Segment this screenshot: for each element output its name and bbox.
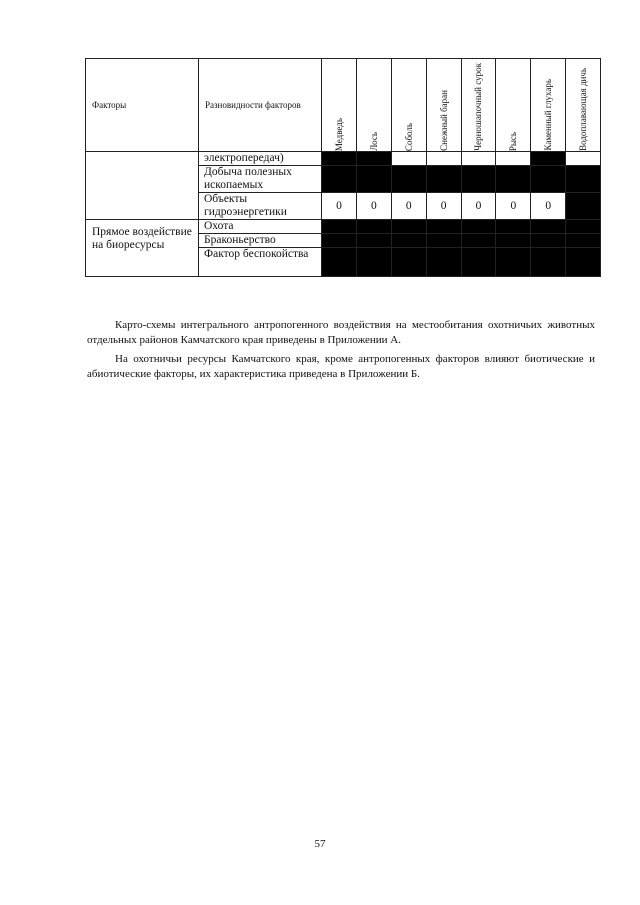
impact-cell-empty [566,152,601,166]
impact-cell-filled [461,248,496,277]
impact-cell-filled [461,234,496,248]
group-direct-impact: Прямое воздействие на биоресурсы [86,220,199,277]
impact-cell-filled [426,220,461,234]
impact-cell-filled [566,166,601,193]
header-species: Рысь [496,59,531,152]
table-header-row [86,59,601,152]
impact-cell-filled [391,166,426,193]
header-species: Лось [356,59,391,152]
impact-cell-filled [322,220,357,234]
header-factor-kinds: Разновидности факторов [199,59,322,152]
impact-cell-empty [496,152,531,166]
table-row [86,220,601,234]
impact-cell-filled [426,166,461,193]
impact-cell-filled [322,152,357,166]
impact-cell-empty [391,152,426,166]
impact-cell-empty [426,152,461,166]
impact-cell-filled [461,220,496,234]
group-cell-empty [86,152,199,220]
impact-cell-filled [461,166,496,193]
impact-cell-filled [566,193,601,220]
page-number: 57 [314,838,326,850]
impact-cell-filled [496,234,531,248]
impact-cell-value: 0 [496,193,531,220]
paragraph-factors: На охотничьи ресурсы Камчатского края, кроме антропогенных факторов влияют биотические и абиотические факторы, их характеристика приведена в Приложении Б. [87,353,595,380]
impact-cell-filled [426,234,461,248]
impact-cell-value: 0 [391,193,426,220]
impact-cell-filled [496,166,531,193]
impact-cell-filled [531,152,566,166]
header-factors: Факторы [86,59,199,152]
impact-cell-empty [461,152,496,166]
factor-kind-cell: Объекты гидроэнергетики [199,193,322,220]
factor-kind-cell: Охота [199,220,322,234]
impact-cell-filled [356,152,391,166]
impact-cell-filled [531,248,566,277]
header-species: Водоплавающая дичь [566,59,601,152]
impact-cell-filled [566,220,601,234]
impact-cell-value: 0 [531,193,566,220]
impact-cell-filled [566,248,601,277]
factor-kind-cell: Браконьерство [199,234,322,248]
impact-cell-value: 0 [426,193,461,220]
header-species: Каменный глухарь [531,59,566,152]
impact-cell-filled [496,248,531,277]
header-species: Черношапочный сурок [461,59,496,152]
impact-cell-filled [496,220,531,234]
impact-cell-filled [426,248,461,277]
impact-cell-filled [391,234,426,248]
header-species: Соболь [391,59,426,152]
factor-kind-cell: Добыча полезных ископаемых [199,166,322,193]
impact-cell-value: 0 [356,193,391,220]
impact-cell-filled [391,220,426,234]
impact-cell-filled [322,248,357,277]
header-species: Снежный баран [426,59,461,152]
impact-cell-value: 0 [322,193,357,220]
impact-cell-filled [322,234,357,248]
factors-table [85,58,601,277]
impact-cell-filled [531,234,566,248]
table-row [86,152,601,166]
impact-cell-filled [356,166,391,193]
factor-kind-cell: Фактор беспокойства [199,248,322,277]
impact-cell-filled [356,220,391,234]
impact-cell-filled [322,166,357,193]
impact-cell-filled [531,166,566,193]
impact-cell-filled [531,220,566,234]
impact-cell-filled [356,248,391,277]
paragraph-maps: Карто-схемы интегрального антропогенного воздействия на местообитания охотничьих животных отдельных районов Камчатского края приведены в Приложении А. [87,319,595,346]
factor-kind-cell: электропередач) [199,152,322,166]
impact-cell-filled [391,248,426,277]
impact-cell-value: 0 [461,193,496,220]
header-species: Медведь [322,59,357,152]
impact-cell-filled [356,234,391,248]
impact-cell-filled [566,234,601,248]
